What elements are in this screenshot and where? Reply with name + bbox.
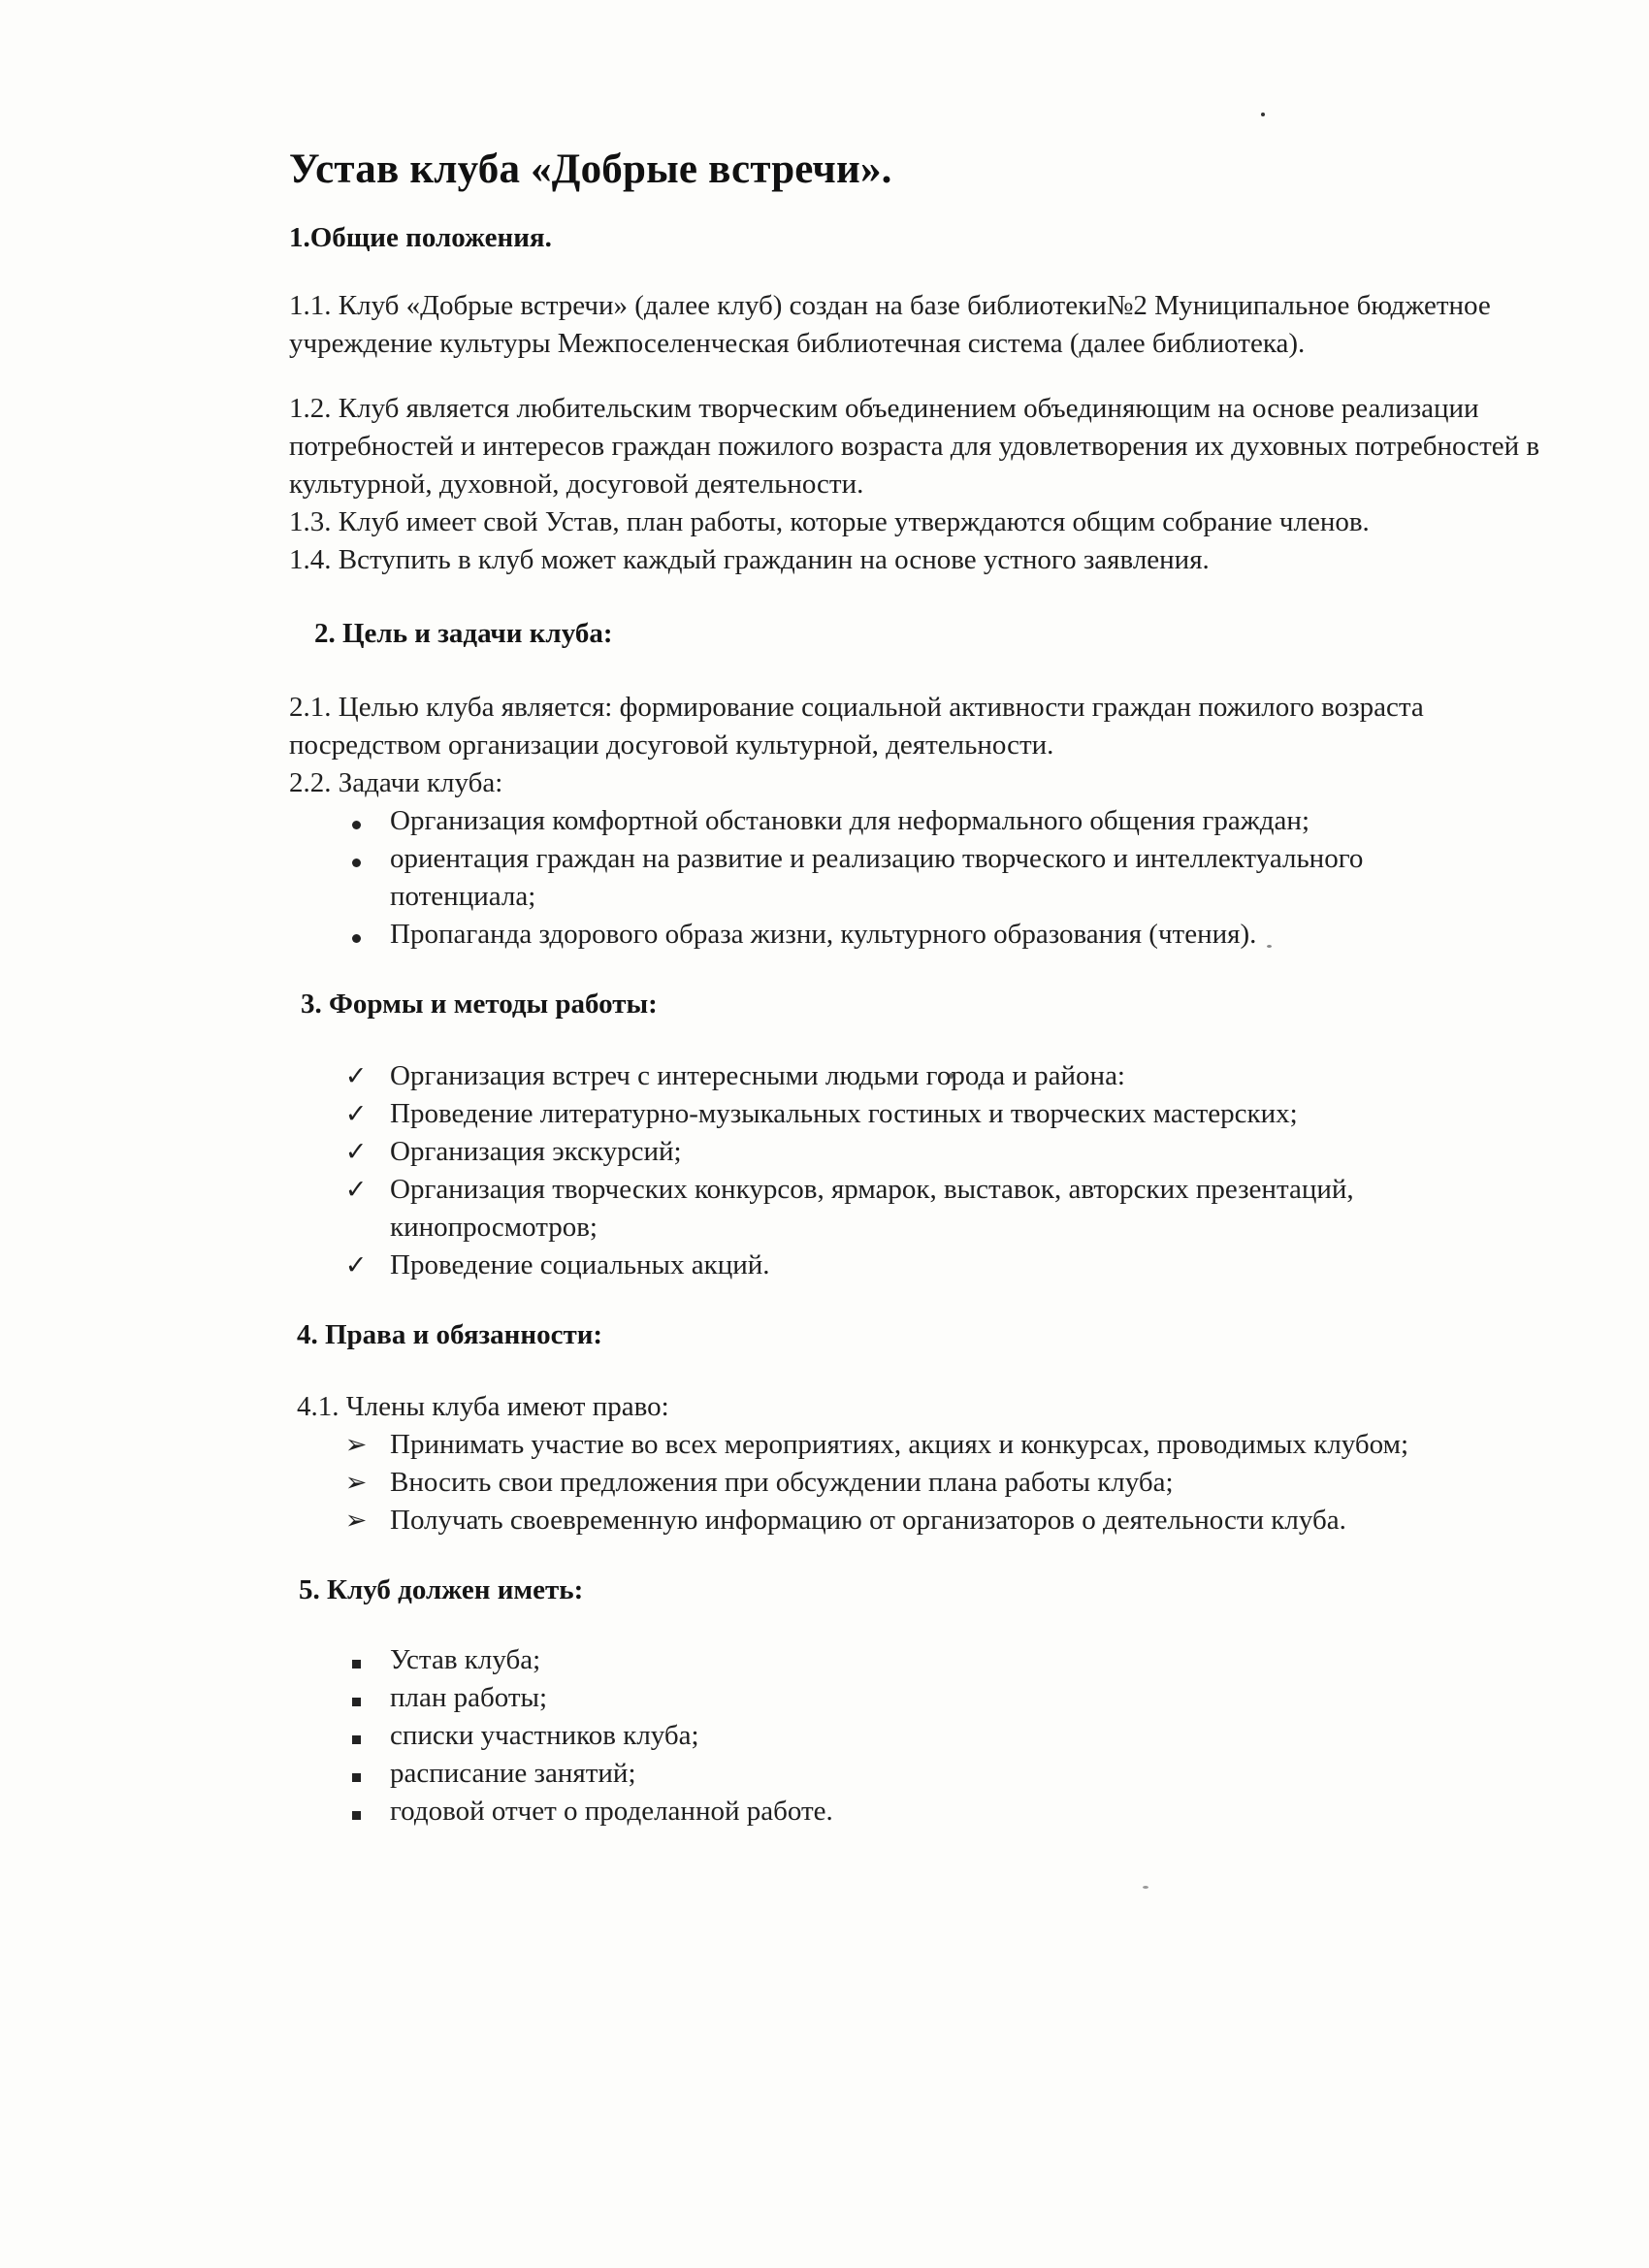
section-methods (289, 988, 1550, 1284)
list-item-text: Вносить свои предложения при обсуждении плана работы клуба; (390, 1467, 1174, 1498)
list-item-text: Принимать участие во всех мероприятиях, акциях и конкурсах, проводимых клубом; (390, 1429, 1409, 1460)
section-heading: 5. Клуб должен иметь: (299, 1574, 584, 1605)
checkmark-icon: ✓ (344, 1175, 368, 1205)
list-item-text: Организация экскурсий; (390, 1136, 682, 1167)
list-item (289, 802, 1550, 840)
arrow-bullet-icon: ➢ (344, 1468, 368, 1498)
document-body (289, 146, 1550, 1831)
scan-speck (1261, 113, 1265, 116)
square-bullet-icon (341, 1641, 371, 1679)
square-bullet-icon (341, 1679, 371, 1717)
bullet-dot-icon (341, 840, 371, 878)
list-item (289, 1057, 1550, 1095)
list-item (289, 1717, 1550, 1755)
list-item-text: Проведение литературно-музыкальных гостиных и творческих мастерских; (390, 1098, 1298, 1129)
checkmark-icon: ✓ (344, 1061, 368, 1091)
paragraph-2-2: 2.2. Задачи клуба: (289, 767, 503, 798)
list-item-text: расписание занятий; (390, 1758, 636, 1789)
scan-speck (1143, 1886, 1148, 1889)
paragraph-1-4: 1.4. Вступить в клуб может каждый гражданин на основе устного заявления. (289, 544, 1210, 575)
list-item (289, 1133, 1550, 1171)
list-item (289, 1793, 1550, 1831)
list-item (289, 1171, 1486, 1247)
paragraph-1-3: 1.3. Клуб имеет свой Устав, план работы, которые утверждаются общим собрание членов. (289, 506, 1370, 537)
list-item-text: Получать своевременную информацию от организаторов о деятельности клуба. (390, 1505, 1346, 1536)
section-rights (289, 1319, 1550, 1539)
list-item-text: Устав клуба; (390, 1644, 541, 1675)
list-item (289, 1095, 1550, 1133)
bullet-dot-icon (341, 802, 371, 840)
list-item-text: Организация творческих конкурсов, ярмарок, выставок, авторских презентаций, кинопросмотров; (390, 1174, 1354, 1243)
list-item-text: Организация встреч с интересными людьми города и района: (390, 1060, 1125, 1091)
list-item (289, 1247, 1550, 1284)
list-item (289, 840, 1496, 916)
list-item-text: Проведение социальных акций. (390, 1249, 770, 1280)
checkmark-icon: ✓ (344, 1099, 368, 1129)
list-item-text: ориентация граждан на развитие и реализацию творческого и интеллектуального потенциала; (390, 843, 1364, 912)
square-bullet-icon (341, 1755, 371, 1793)
list-item (289, 1641, 1550, 1679)
requirements-list (289, 1641, 1550, 1831)
list-item-text: Пропаганда здорового образа жизни, культурного образования (чтения). (390, 919, 1257, 950)
tasks-list (289, 802, 1550, 954)
list-item-text: Организация комфортной обстановки для неформального общения граждан; (390, 805, 1310, 836)
arrow-bullet-icon: ➢ (344, 1506, 368, 1536)
paragraph-2-1: 2.1. Целью клуба является: формирование социальной активности граждан пожилого возраста посредством организации досуговой культурной, деятельности. (289, 692, 1424, 761)
document-title: Устав клуба «Добрые встречи». (289, 146, 892, 192)
list-item-text: списки участников клуба; (390, 1720, 699, 1751)
section-general (289, 222, 1550, 579)
section-heading: 2. Цель и задачи клуба: (314, 618, 613, 649)
paragraph-1-2: 1.2. Клуб является любительским творческим объединением объединяющим на основе реализации потребностей и интересов граждан пожилого возраста для удовлетворения их духовных потребностей в культурной, духовной, досуговой деятельности. (289, 393, 1540, 500)
bullet-dot-icon (341, 916, 371, 954)
paragraph-4-1: 4.1. Члены клуба имеют право: (297, 1391, 669, 1422)
methods-list (289, 1057, 1550, 1284)
section-heading: 1.Общие положения. (289, 222, 552, 253)
list-item (289, 1679, 1550, 1717)
list-item-text: план работы; (390, 1682, 548, 1713)
rights-list (289, 1426, 1550, 1539)
list-item (289, 916, 1550, 954)
arrow-bullet-icon: ➢ (344, 1430, 368, 1460)
paragraph-1-1: 1.1. Клуб «Добрые встречи» (далее клуб) создан на базе библиотеки№2 Муниципальное бюджетное учреждение культуры Межпоселенческая библиотечная система (далее библиотека). (289, 290, 1491, 359)
section-requirements (289, 1574, 1550, 1831)
list-item (289, 1464, 1550, 1502)
square-bullet-icon (341, 1717, 371, 1755)
section-heading: 3. Формы и методы работы: (301, 988, 658, 1020)
square-bullet-icon (341, 1793, 371, 1831)
section-heading: 4. Права и обязанности: (297, 1319, 603, 1350)
list-item (289, 1426, 1476, 1464)
section-goals (289, 618, 1550, 954)
list-item (289, 1502, 1550, 1539)
checkmark-icon: ✓ (344, 1137, 368, 1167)
list-item (289, 1755, 1550, 1793)
list-item-text: годовой отчет о проделанной работе. (390, 1796, 833, 1827)
checkmark-icon: ✓ (344, 1250, 368, 1280)
